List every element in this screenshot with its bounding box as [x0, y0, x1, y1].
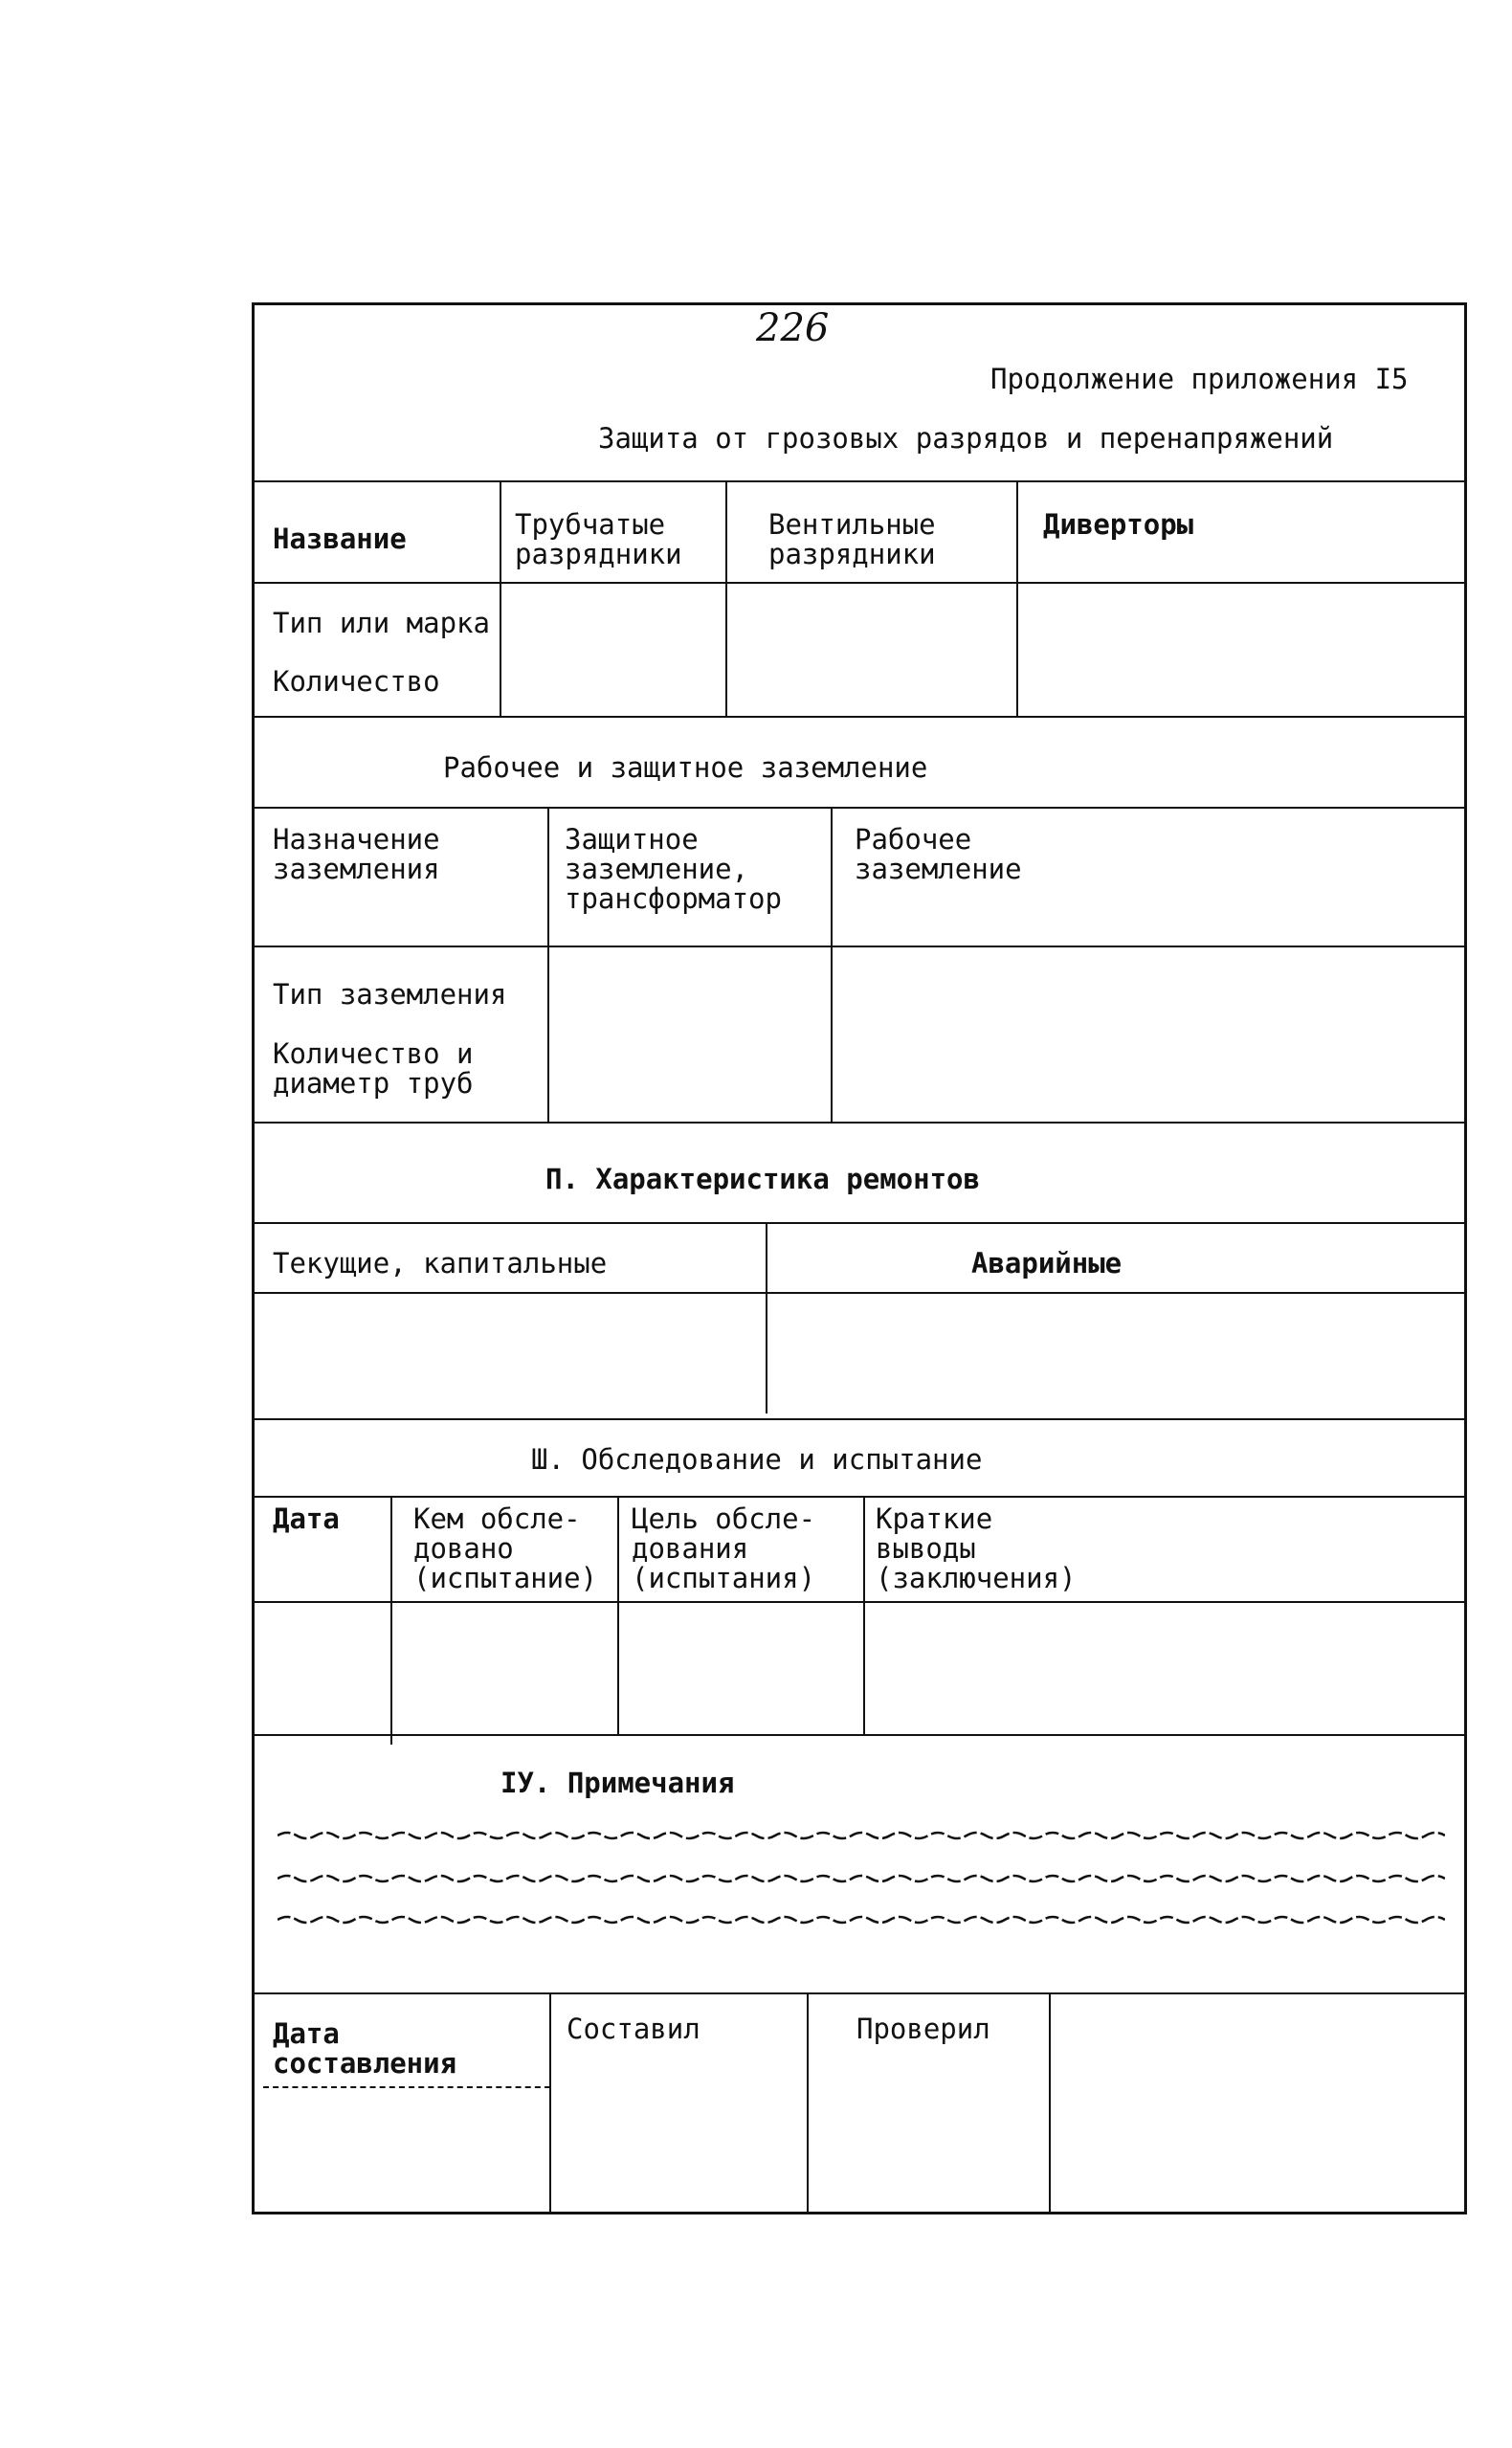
divider [252, 480, 1467, 482]
header-compilation-date: Дата составления [273, 2017, 457, 2080]
divider [252, 1292, 1467, 1294]
column-line [390, 1496, 392, 1745]
header-working-grounding: Рабочее заземление [855, 823, 1022, 885]
column-line [807, 1992, 809, 2214]
divider [252, 1601, 1467, 1603]
column-line [863, 1496, 865, 1735]
divider [252, 1992, 1467, 1994]
lightning-section-title: Защита от грозовых разрядов и перенапряжений [598, 422, 1334, 455]
divider [252, 1496, 1467, 1498]
header-date: Дата [273, 1502, 340, 1535]
column-line [500, 480, 501, 717]
column-line [725, 480, 727, 717]
column-line [1049, 1992, 1051, 2214]
column-line [617, 1496, 619, 1735]
header-current-capital: Текущие, капитальные [273, 1247, 608, 1280]
header-checked-by: Проверил [856, 2013, 990, 2045]
divider [252, 1418, 1467, 1420]
row-quantity: Количество [273, 665, 440, 698]
divider [252, 807, 1467, 809]
page-number: 226 [756, 306, 830, 350]
header-diverters: Диверторы [1043, 508, 1194, 541]
continuation-label: Продолжение приложения I5 [990, 363, 1409, 395]
divider [263, 2086, 550, 2088]
notes-line [278, 1828, 1445, 1843]
header-name: Название [273, 523, 407, 555]
row-grounding-type: Тип заземления [273, 978, 507, 1011]
divider [252, 1122, 1467, 1124]
divider [252, 946, 1467, 947]
column-line [766, 1222, 767, 1413]
header-protective-grounding: Защитное заземление, трансформатор [565, 823, 782, 915]
notes-line [278, 1871, 1445, 1886]
column-line [1016, 480, 1018, 717]
header-brief-conclusions: Краткие выводы (заключения) [876, 1502, 1077, 1594]
header-inspection-purpose: Цель обсле- дования (испытания) [632, 1502, 816, 1594]
row-type-or-brand: Тип или марка [273, 607, 490, 639]
header-grounding-purpose: Назначение заземления [273, 823, 440, 885]
header-compiled-by: Составил [567, 2013, 700, 2045]
column-line [549, 1992, 551, 2214]
notes-line [278, 1912, 1445, 1927]
header-valve-arresters: Вентильные разрядники [768, 508, 936, 570]
divider [252, 1734, 1467, 1736]
repairs-section-title: П. Характеристика ремонтов [545, 1163, 980, 1195]
header-emergency: Аварийные [971, 1247, 1123, 1280]
divider [252, 716, 1467, 718]
header-tube-arresters: Трубчатые разрядники [515, 508, 682, 570]
divider [252, 1222, 1467, 1224]
divider [252, 582, 1467, 584]
inspection-section-title: Ш. Обследование и испытание [531, 1443, 983, 1476]
column-line [831, 807, 833, 1123]
notes-section-title: IУ. Примечания [500, 1767, 735, 1799]
row-pipe-quantity-diameter: Количество и диаметр труб [273, 1037, 474, 1100]
header-inspected-by: Кем обсле- довано (испытание) [413, 1502, 598, 1594]
grounding-section-title: Рабочее и защитное заземление [443, 751, 928, 784]
column-line [547, 807, 549, 1123]
